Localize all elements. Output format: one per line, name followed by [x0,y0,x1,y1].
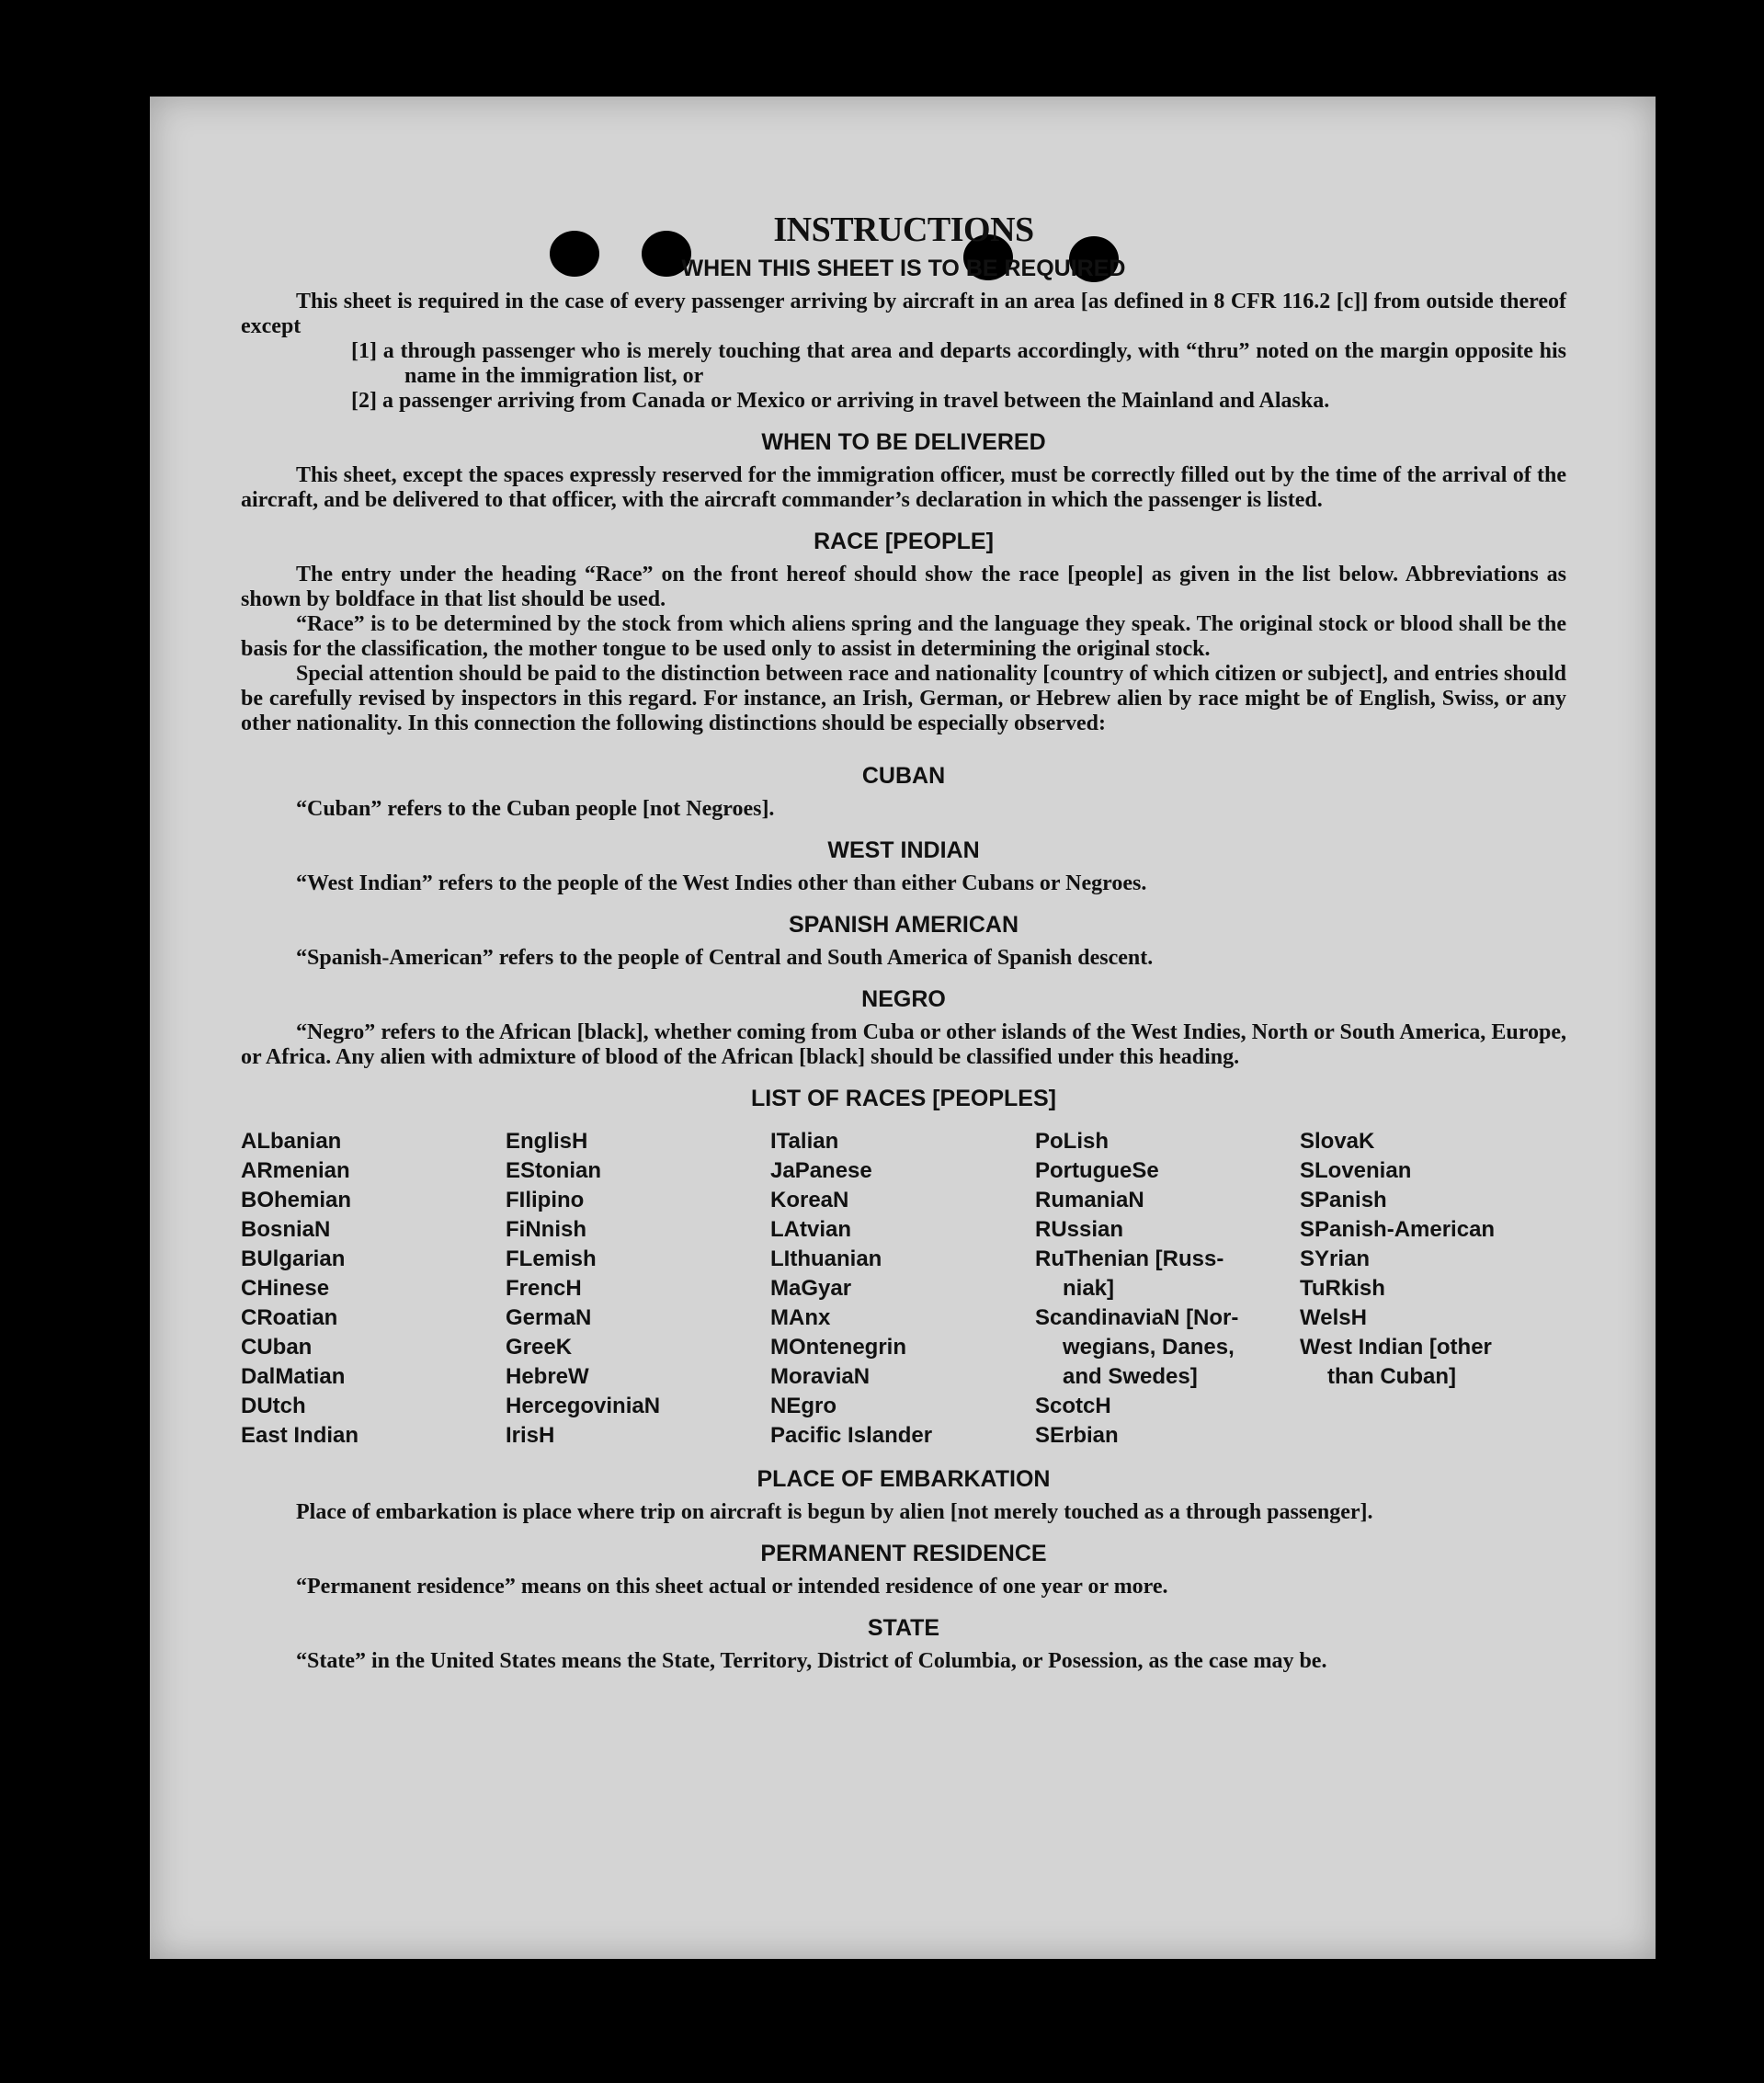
spanish-american-text: “Spanish-American” refers to the people of Central and South America of Spanish descent. [296,946,1154,970]
embarkation-text: Place of embarkation is place where trip on aircraft is begun by alien [not merely touched as a through passenger]. [296,1500,1373,1524]
race-entry: SErbian [1035,1423,1119,1448]
race-entry: KoreaN [770,1188,849,1212]
race-entry: BosniaN [241,1217,331,1242]
required-item-2: [2] a passenger arriving from Canada or Mexico or arriving in travel between the Mainland and Alaska. [351,389,1330,413]
document-sheet [150,97,1656,1959]
race-entry: wegians, Danes, [1063,1335,1235,1360]
race-entry: DUtch [241,1394,306,1418]
heading-embarkation: PLACE OF EMBARKATION [757,1466,1051,1492]
state-text: “State” in the United States means the State, Territory, District of Columbia, or Posession, as the case may be. [296,1649,1327,1673]
instructions-content [241,207,1566,1674]
race-entry: GermaN [506,1305,592,1330]
heading-negro: NEGRO [861,986,946,1012]
races-column-1 [241,1127,506,1451]
race-entry: SLovenian [1300,1158,1412,1183]
heading-required: WHEN THIS SHEET IS TO BE REQUIRED [681,256,1126,281]
race-entry: and Swedes] [1063,1364,1198,1389]
race-entry: WelsH [1300,1305,1367,1330]
race-entry: SlovaK [1300,1129,1375,1154]
race-entry: RuThenian [Russ- [1035,1246,1224,1271]
race-entry: FIlipino [506,1188,585,1212]
race-entry: CRoatian [241,1305,338,1330]
race-entry: niak] [1063,1276,1115,1301]
heading-permanent-residence: PERMANENT RESIDENCE [760,1541,1047,1566]
race-entry: ITalian [770,1129,839,1154]
race-paragraph-1: The entry under the heading “Race” on the front hereof should show the race [people] as given in the list below. Abbreviations as shown by boldface in that list should be used. [241,563,1566,611]
heading-delivered: WHEN TO BE DELIVERED [761,429,1046,455]
race-entry: MaGyar [770,1276,852,1301]
heading-west-indian: WEST INDIAN [827,837,980,863]
required-item-1: [1] a through passenger who is merely touching that area and departs accordingly, with “thru” noted on the margin opposite his name in the immigration list, or [351,339,1566,388]
race-entry: BUlgarian [241,1246,346,1271]
negro-text: “Negro” refers to the African [black], whether coming from Cuba or other islands of the West Indies, North or South America, Europe, or Africa. Any alien with admixture of blood of the African [black] should be classified under this heading. [241,1020,1566,1069]
permanent-residence-text: “Permanent residence” means on this sheet actual or intended residence of one year or more. [296,1575,1168,1599]
race-entry: TuRkish [1300,1276,1385,1301]
race-entry: HebreW [506,1364,589,1389]
race-paragraph-3: Special attention should be paid to the distinction between race and nationality [country of which citizen or subject], and entries should be carefully revised by inspectors in this regard. For instance, an Irish, German, or Hebrew alien by race might be of English, Swiss, or any other nationality. In this connection the following distinctions should be especially observed: [241,662,1566,735]
heading-spanish-american: SPANISH AMERICAN [788,912,1019,938]
race-entry: EnglisH [506,1129,588,1154]
west-indian-text: “West Indian” refers to the people of the West Indies other than either Cubans or Negroes. [296,871,1147,895]
heading-list-of-races: LIST OF RACES [PEOPLES] [751,1086,1056,1111]
race-entry: FiNnish [506,1217,586,1242]
race-entry: CUban [241,1335,313,1360]
race-paragraph-2: “Race” is to be determined by the stock from which aliens spring and the language they speak. The original stock or blood shall be the basis for the classification, the mother tongue to be used only to assist in determining the original stock. [241,612,1566,661]
races-table [241,1127,1566,1451]
races-column-4 [1035,1127,1300,1451]
required-intro: This sheet is required in the case of every passenger arriving by aircraft in an area [as defined in 8 CFR 116.2 [c]] from outside thereof except [241,290,1566,338]
race-entry: ScotcH [1035,1394,1111,1418]
race-entry: ScandinaviaN [Nor- [1035,1305,1239,1330]
races-column-5 [1300,1127,1566,1451]
race-entry: SYrian [1300,1246,1371,1271]
race-entry: East Indian [241,1423,359,1448]
page-title: INSTRUCTIONS [773,211,1034,249]
heading-state: STATE [867,1615,940,1641]
race-entry: GreeK [506,1335,573,1360]
race-entry: PortugueSe [1035,1158,1159,1183]
races-column-3 [770,1127,1035,1451]
race-entry: NEgro [770,1394,836,1418]
race-entry: PoLish [1035,1129,1110,1154]
race-entry: SPanish [1300,1188,1387,1212]
race-entry: RumaniaN [1035,1188,1144,1212]
race-entry: CHinese [241,1276,330,1301]
race-entry: EStonian [506,1158,602,1183]
race-entry: LAtvian [770,1217,852,1242]
cuban-text: “Cuban” refers to the Cuban people [not Negroes]. [296,797,775,821]
race-entry: FLemish [506,1246,597,1271]
race-entry: LIthuanian [770,1246,882,1271]
race-entry: RUssian [1035,1217,1124,1242]
race-entry: ALbanian [241,1129,342,1154]
race-entry: MOntenegrin [770,1335,906,1360]
heading-race: RACE [PEOPLE] [814,529,994,554]
race-entry: FrencH [506,1276,582,1301]
race-entry: MAnx [770,1305,831,1330]
race-entry: than Cuban] [1327,1364,1456,1389]
race-entry: SPanish-American [1300,1217,1496,1242]
race-entry: West Indian [other [1300,1335,1492,1360]
race-entry: HercegovinіaN [506,1394,661,1418]
race-entry: MoraviaN [770,1364,871,1389]
race-entry: Pacific Islander [770,1423,933,1448]
race-entry: IrisH [506,1423,555,1448]
race-entry: DalMatian [241,1364,346,1389]
delivered-text: This sheet, except the spaces expressly reserved for the immigration officer, must be correctly filled out by the time of the arrival of the aircraft, and be delivered to that officer, with the aircraft commander’s declaration in which the passenger is listed. [241,463,1566,512]
race-entry: BOhemian [241,1188,352,1212]
race-entry: JaPanese [770,1158,872,1183]
races-column-2 [506,1127,770,1451]
race-entry: ARmenian [241,1158,350,1183]
heading-cuban: CUBAN [861,763,946,789]
